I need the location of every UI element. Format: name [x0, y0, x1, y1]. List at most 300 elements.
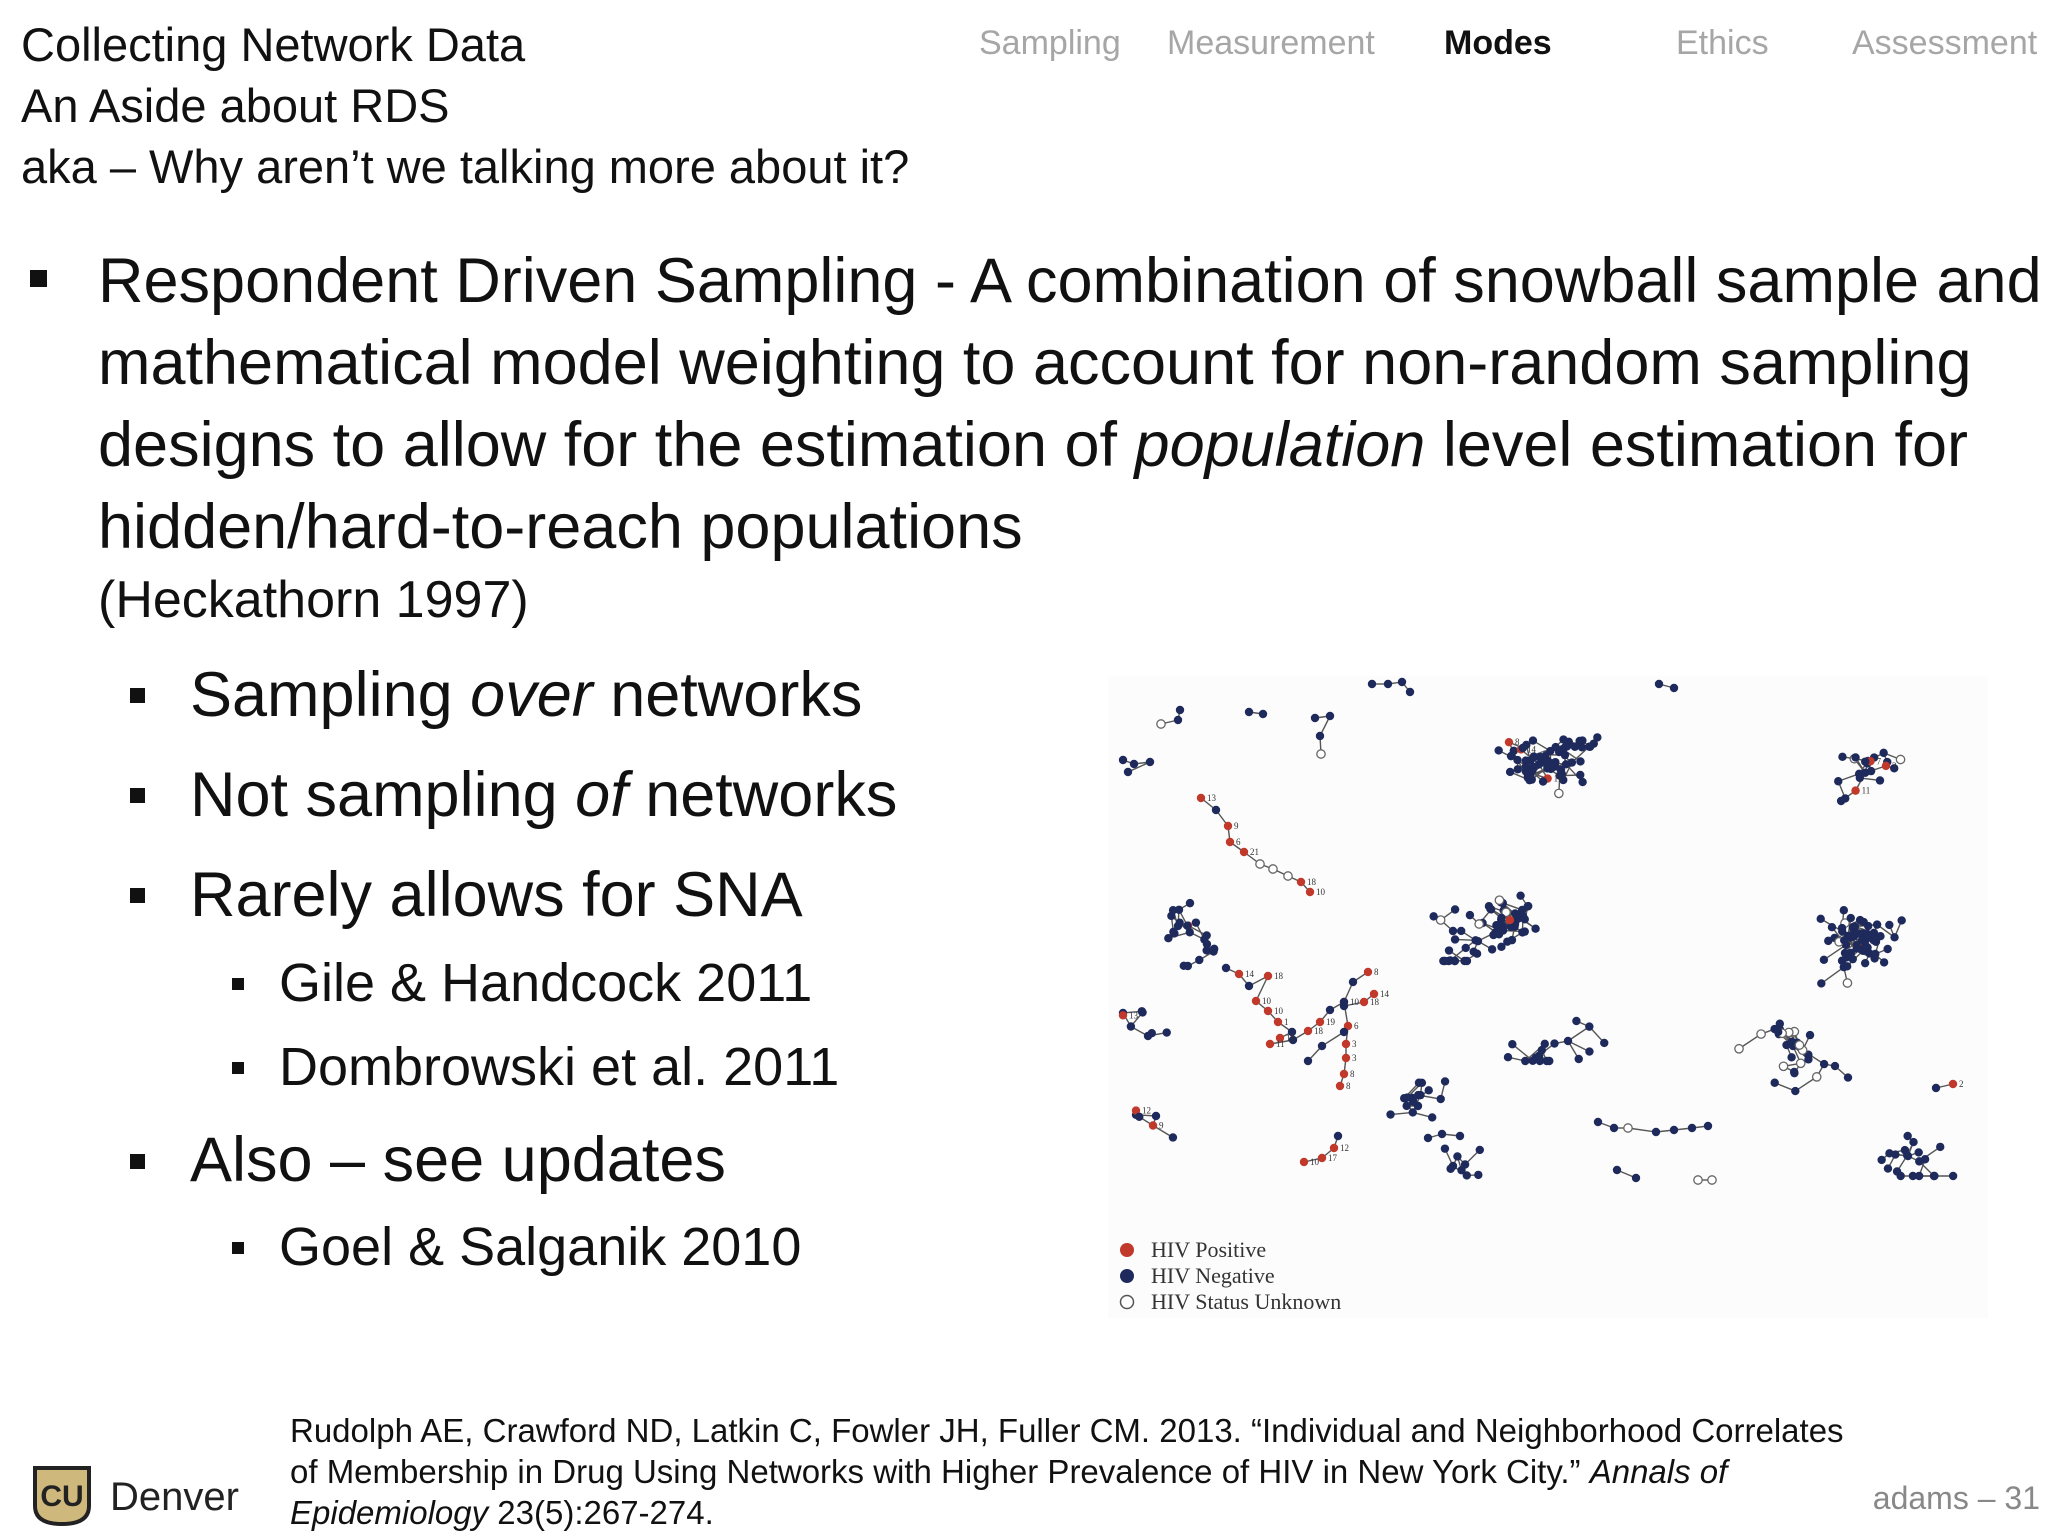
hiv-negative-node	[1384, 680, 1392, 688]
hiv-negative-node	[1326, 1006, 1334, 1014]
hiv-negative-node	[1817, 915, 1825, 923]
hiv-negative-node	[1834, 777, 1842, 785]
hiv-negative-node	[1535, 753, 1543, 761]
hiv-negative-node	[1124, 768, 1132, 776]
hiv-negative-node	[1877, 1156, 1885, 1164]
hiv-negative-node	[1492, 921, 1500, 929]
hiv-negative-node	[1212, 806, 1220, 814]
hiv-negative-node	[1245, 708, 1253, 716]
hiv-negative-node	[1841, 794, 1849, 802]
hiv-negative-node	[1632, 1174, 1640, 1182]
hiv-negative-node	[1864, 922, 1872, 930]
network-figure	[1108, 676, 1988, 1318]
node-label: 14	[1526, 744, 1536, 755]
hiv-unknown-node	[1475, 920, 1483, 928]
hiv-negative-node	[1790, 1069, 1798, 1077]
legend-negative-marker	[1120, 1269, 1134, 1283]
node-label: 19	[1326, 1017, 1335, 1027]
node-label: 8	[1350, 1069, 1355, 1079]
hiv-negative-node	[1876, 776, 1884, 784]
nav-measurement[interactable]: Measurement	[1167, 24, 1375, 62]
hiv-negative-node	[1398, 678, 1406, 686]
hiv-negative-node	[1932, 1084, 1940, 1092]
hiv-negative-node	[1259, 710, 1267, 718]
hiv-negative-node	[1476, 1146, 1484, 1154]
hiv-negative-node	[1909, 1172, 1917, 1180]
hiv-negative-node	[1850, 927, 1858, 935]
hiv-positive-node	[1266, 1040, 1274, 1048]
hiv-negative-node	[1494, 746, 1502, 754]
hiv-negative-node	[1451, 935, 1459, 943]
hiv-negative-node	[1901, 1146, 1909, 1154]
sub-bullet-updates: Also – see updates	[190, 1125, 726, 1195]
node-label: 18	[1307, 877, 1316, 887]
hiv-negative-node	[1446, 1165, 1454, 1173]
hiv-negative-node	[1186, 899, 1194, 907]
hiv-negative-node	[1441, 1077, 1449, 1085]
hiv-negative-node	[1688, 1124, 1696, 1132]
hiv-negative-node	[1890, 933, 1898, 941]
node-label: 10	[1274, 1006, 1283, 1016]
sub-bullet-italic: of	[575, 760, 628, 830]
hiv-negative-node	[1856, 774, 1864, 782]
hiv-negative-node	[1514, 765, 1522, 773]
hiv-negative-node	[1340, 1002, 1348, 1010]
nav-sampling[interactable]: Sampling	[979, 24, 1121, 62]
hiv-negative-node	[1530, 763, 1538, 771]
hiv-negative-node	[1514, 915, 1522, 923]
hiv-negative-node	[1610, 1124, 1618, 1132]
hiv-negative-node	[1130, 760, 1138, 768]
hiv-positive-node	[1149, 1121, 1157, 1129]
hiv-negative-node	[1873, 920, 1881, 928]
hiv-negative-node	[1600, 1039, 1608, 1047]
hiv-negative-node	[1884, 1164, 1892, 1172]
hiv-negative-node	[1522, 767, 1530, 775]
ref-goel: Goel & Salganik 2010	[279, 1217, 802, 1277]
title-line-1: Collecting Network Data	[21, 18, 526, 71]
hiv-positive-node	[1342, 1040, 1350, 1048]
hiv-negative-node	[1456, 1132, 1464, 1140]
hiv-positive-node	[1851, 786, 1859, 794]
hiv-negative-node	[1473, 950, 1481, 958]
hiv-positive-node	[1316, 1018, 1324, 1026]
hiv-negative-node	[1192, 918, 1200, 926]
hiv-negative-node	[1445, 946, 1453, 954]
hiv-positive-node	[1306, 888, 1314, 896]
hiv-positive-node	[1224, 822, 1232, 830]
hiv-negative-node	[1844, 1073, 1852, 1081]
hiv-negative-node	[1138, 1007, 1146, 1015]
hiv-negative-node	[1504, 1053, 1512, 1061]
hiv-negative-node	[1828, 923, 1836, 931]
hiv-positive-node	[1300, 1158, 1308, 1166]
hiv-negative-node	[1521, 927, 1529, 935]
hiv-negative-node	[1551, 758, 1559, 766]
hiv-unknown-node	[1495, 896, 1503, 904]
node-label: 11	[1861, 785, 1871, 796]
hiv-positive-node	[1342, 1054, 1350, 1062]
hiv-negative-node	[1463, 957, 1471, 965]
hiv-negative-node	[1538, 1046, 1546, 1054]
hiv-negative-node	[1576, 771, 1584, 779]
hiv-negative-node	[1804, 1055, 1812, 1063]
bullet-marker	[30, 270, 47, 287]
hiv-negative-node	[1425, 1086, 1433, 1094]
hiv-unknown-node	[1157, 720, 1165, 728]
hiv-negative-node	[1847, 949, 1855, 957]
hiv-unknown-node	[1813, 1073, 1821, 1081]
hiv-negative-node	[1670, 1126, 1678, 1134]
nav-modes[interactable]: Modes	[1444, 24, 1552, 62]
hiv-positive-node	[1360, 998, 1368, 1006]
node-label: 8	[1374, 967, 1379, 977]
node-label: 13	[1129, 1010, 1138, 1021]
sub-sub-bullet-marker	[232, 978, 244, 990]
hiv-negative-node	[1655, 680, 1663, 688]
hiv-negative-node	[1562, 760, 1570, 768]
hiv-negative-node	[1146, 758, 1154, 766]
hiv-negative-node	[1195, 956, 1203, 964]
hiv-negative-node	[1183, 922, 1191, 930]
hiv-negative-node	[1428, 1113, 1436, 1121]
hiv-negative-node	[1787, 1053, 1795, 1061]
node-label: 10	[1310, 1157, 1319, 1167]
node-label: 18	[1314, 1026, 1323, 1036]
hiv-negative-node	[1776, 1019, 1784, 1027]
hiv-unknown-node	[1779, 1062, 1787, 1070]
hiv-unknown-node	[1317, 750, 1325, 758]
hiv-negative-node	[1163, 1028, 1171, 1036]
hiv-unknown-node	[1284, 872, 1292, 880]
hiv-positive-node	[1336, 1082, 1344, 1090]
sub-bullet-sna: Rarely allows for SNA	[190, 860, 803, 930]
hiv-negative-node	[1559, 745, 1567, 753]
hiv-negative-node	[1576, 757, 1584, 765]
hiv-negative-node	[1559, 735, 1567, 743]
hiv-positive-node	[1304, 1027, 1312, 1035]
hiv-negative-node	[1893, 1167, 1901, 1175]
hiv-negative-node	[1439, 957, 1447, 965]
reference-details: 23(5):267-274.	[488, 1494, 714, 1531]
hiv-negative-node	[1791, 1087, 1799, 1095]
hiv-negative-node	[1551, 743, 1559, 751]
hiv-unknown-node	[1624, 1124, 1632, 1132]
sub-sub-bullet-marker	[232, 1062, 244, 1074]
hiv-negative-node	[1861, 959, 1869, 967]
hiv-negative-node	[1564, 1037, 1572, 1045]
hiv-negative-node	[1531, 925, 1539, 933]
hiv-negative-node	[1510, 747, 1518, 755]
node-label: 8	[1346, 1081, 1351, 1091]
source-reference	[290, 1410, 1850, 1533]
hiv-negative-node	[1921, 1155, 1929, 1163]
hiv-positive-node	[1119, 1011, 1127, 1019]
node-label: 2	[1959, 1079, 1964, 1089]
hiv-negative-node	[1824, 937, 1832, 945]
node-label: 14	[1245, 969, 1254, 979]
hiv-positive-node	[1364, 968, 1372, 976]
hiv-negative-node	[1152, 1112, 1160, 1120]
hiv-negative-node	[1774, 1028, 1782, 1036]
brand-denver: Denver	[110, 1475, 239, 1519]
hiv-negative-node	[1169, 906, 1177, 914]
hiv-negative-node	[1914, 1148, 1922, 1156]
hiv-unknown-node	[1735, 1045, 1743, 1053]
hiv-positive-node	[1197, 794, 1205, 802]
hiv-negative-node	[1449, 927, 1457, 935]
hiv-negative-node	[1471, 936, 1479, 944]
hiv-negative-node	[1202, 946, 1210, 954]
hiv-unknown-node	[1555, 789, 1563, 797]
hiv-negative-node	[1457, 927, 1465, 935]
reference-text: Rudolph AE, Crawford ND, Latkin C, Fowler JH, Fuller CM. 2013. “Individual and Neighborhood Correlates of Membership in Drug Using Networks with Higher Prevalence of HIV in New York City.”	[290, 1412, 1844, 1490]
hiv-negative-node	[1127, 1022, 1135, 1030]
hiv-negative-node	[1318, 1042, 1326, 1050]
hiv-negative-node	[1210, 945, 1218, 953]
hiv-negative-node	[1441, 1144, 1449, 1152]
hiv-negative-node	[1466, 911, 1474, 919]
hiv-negative-node	[1870, 954, 1878, 962]
hiv-negative-node	[1416, 1091, 1424, 1099]
hiv-negative-node	[1840, 906, 1848, 914]
hiv-negative-node	[1386, 1110, 1394, 1118]
hiv-positive-node	[1506, 916, 1514, 924]
hiv-positive-node	[1235, 970, 1243, 978]
hiv-negative-node	[1840, 936, 1848, 944]
hiv-negative-node	[1311, 714, 1319, 722]
hiv-positive-node	[1252, 997, 1260, 1005]
hiv-negative-node	[1368, 680, 1376, 688]
sub-bullet-marker	[130, 688, 145, 703]
hiv-negative-node	[1838, 753, 1846, 761]
node-label: 3	[1352, 1039, 1357, 1049]
hiv-negative-node	[1930, 1172, 1938, 1180]
hiv-negative-node	[1585, 1047, 1593, 1055]
node-label: 1	[1284, 1017, 1289, 1027]
hiv-negative-node	[1174, 716, 1182, 724]
hiv-unknown-node	[1797, 1059, 1805, 1067]
hiv-negative-node	[1518, 906, 1526, 914]
hiv-negative-node	[1861, 757, 1869, 765]
node-label: 11	[1276, 1039, 1285, 1049]
sub-bullet-of	[190, 755, 897, 835]
hiv-negative-node	[1222, 964, 1230, 972]
node-label: 11	[1286, 1033, 1295, 1043]
hiv-unknown-node	[1708, 1176, 1716, 1184]
hiv-negative-node	[1326, 712, 1334, 720]
node-label: 9	[1234, 821, 1239, 831]
hiv-negative-node	[1594, 1118, 1602, 1126]
hiv-unknown-node	[1757, 1030, 1765, 1038]
hiv-negative-node	[1543, 1057, 1551, 1065]
legend-unknown: HIV Status Unknown	[1151, 1289, 1342, 1314]
hiv-negative-node	[1820, 1060, 1828, 1068]
hiv-negative-node	[1851, 753, 1859, 761]
hiv-negative-node	[1340, 1028, 1348, 1036]
citation: (Heckathorn 1997)	[98, 571, 529, 629]
legend-positive-marker	[1120, 1243, 1134, 1257]
sub-bullet-text: Sampling	[190, 660, 471, 730]
main-bullet-italic: population	[1134, 410, 1426, 480]
hiv-negative-node	[1304, 1057, 1312, 1065]
hiv-unknown-node	[1795, 1041, 1803, 1049]
hiv-negative-node	[1451, 957, 1459, 965]
hiv-unknown-node	[1256, 860, 1264, 868]
legend-unknown-marker	[1121, 1296, 1134, 1309]
hiv-negative-node	[1949, 1172, 1957, 1180]
hiv-negative-node	[1349, 978, 1357, 986]
hiv-negative-node	[1847, 914, 1855, 922]
hiv-negative-node	[1488, 945, 1496, 953]
node-label: 14	[1380, 989, 1389, 999]
hiv-negative-node	[1867, 767, 1875, 775]
hiv-negative-node	[1840, 963, 1848, 971]
hiv-negative-node	[1613, 1166, 1621, 1174]
hiv-negative-node	[1820, 956, 1828, 964]
hiv-negative-node	[1885, 921, 1893, 929]
legend-negative: HIV Negative	[1151, 1263, 1275, 1288]
sub-bullet-italic: over	[470, 660, 593, 730]
node-label: 3	[1891, 760, 1897, 771]
sub-bullet-marker	[130, 888, 145, 903]
node-label: 18	[1370, 997, 1379, 1007]
hiv-positive-node	[1330, 1144, 1338, 1152]
hiv-negative-node	[1858, 936, 1866, 944]
sub-bullet-marker	[130, 788, 145, 803]
nav-assessment[interactable]: Assessment	[1852, 24, 2038, 62]
sub-bullet-marker	[130, 1154, 145, 1169]
node-label: 10	[1316, 887, 1325, 897]
node-label: 12	[1340, 1143, 1349, 1153]
hiv-positive-node	[1226, 838, 1234, 846]
hiv-unknown-node	[1896, 755, 1904, 763]
hiv-positive-node	[1340, 1070, 1348, 1078]
hiv-negative-node	[1429, 912, 1437, 920]
sub-bullet-text: Not sampling	[190, 760, 576, 830]
nav-ethics[interactable]: Ethics	[1676, 24, 1769, 62]
node-label: 8	[1514, 737, 1520, 748]
reference-journal: Annals of Epidemiology	[290, 1453, 1728, 1531]
node-label: 13	[1207, 793, 1216, 803]
hiv-negative-node	[1462, 944, 1470, 952]
cu-logo-icon	[27, 1460, 97, 1530]
hiv-negative-node	[1495, 930, 1503, 938]
hiv-negative-node	[1585, 1022, 1593, 1030]
sub-bullet-over	[190, 655, 862, 735]
hiv-negative-node	[1148, 1029, 1156, 1037]
hiv-negative-node	[1652, 1128, 1660, 1136]
hiv-negative-node	[1516, 891, 1524, 899]
hiv-negative-node	[1770, 1079, 1778, 1087]
hiv-negative-node	[1838, 924, 1846, 932]
hiv-positive-node	[1264, 972, 1272, 980]
hiv-negative-node	[1519, 744, 1527, 752]
hiv-negative-node	[1880, 958, 1888, 966]
hiv-negative-node	[1870, 929, 1878, 937]
hiv-negative-node	[1539, 777, 1547, 785]
hiv-negative-node	[1903, 1132, 1911, 1140]
hiv-positive-node	[1318, 1154, 1326, 1162]
node-label: 18	[1274, 971, 1283, 981]
hiv-negative-node	[1409, 1108, 1417, 1116]
hiv-negative-node	[1869, 936, 1877, 944]
hiv-negative-node	[1571, 743, 1579, 751]
hiv-negative-node	[1175, 919, 1183, 927]
node-label: 21	[1250, 847, 1259, 857]
hiv-positive-node	[1240, 848, 1248, 856]
hiv-negative-node	[1817, 979, 1825, 987]
main-bullet	[98, 240, 2043, 632]
hiv-negative-node	[1575, 1055, 1583, 1063]
hiv-negative-node	[1334, 1132, 1342, 1140]
hiv-negative-node	[1461, 1160, 1469, 1168]
hiv-negative-node	[1550, 1039, 1558, 1047]
hiv-negative-node	[1453, 1152, 1461, 1160]
node-label: 12	[1142, 1105, 1151, 1116]
hiv-positive-node	[1297, 878, 1305, 886]
hiv-negative-node	[1180, 962, 1188, 970]
hiv-positive-node	[1505, 738, 1513, 746]
hiv-negative-node	[1451, 905, 1459, 913]
title-line-2: An Aside about RDS	[21, 79, 450, 132]
hiv-negative-node	[1883, 945, 1891, 953]
hiv-positive-node	[1882, 762, 1890, 770]
hiv-negative-node	[1403, 1093, 1411, 1101]
node-label: 6	[1236, 837, 1241, 847]
node-label: 17	[1328, 1153, 1337, 1163]
hiv-negative-node	[1909, 1138, 1917, 1146]
hiv-unknown-node	[1269, 865, 1277, 873]
hiv-negative-node	[1176, 706, 1184, 714]
hiv-negative-node	[1245, 982, 1253, 990]
hiv-negative-node	[1474, 1171, 1482, 1179]
page-number: adams – 31	[1872, 1480, 2040, 1516]
hiv-negative-node	[1486, 905, 1494, 913]
hiv-negative-node	[1169, 1133, 1177, 1141]
hiv-negative-node	[1438, 1130, 1446, 1138]
hiv-negative-node	[1506, 768, 1514, 776]
hiv-negative-node	[1590, 739, 1598, 747]
hiv-positive-node	[1274, 1018, 1282, 1026]
node-label: 9	[1159, 1120, 1164, 1131]
node-label: 3	[1352, 1053, 1357, 1063]
hiv-positive-node	[1264, 1007, 1272, 1015]
hiv-negative-node	[1437, 1095, 1445, 1103]
hiv-negative-node	[1897, 916, 1905, 924]
hiv-negative-node	[1670, 684, 1678, 692]
legend-positive: HIV Positive	[1151, 1237, 1267, 1262]
hiv-negative-node	[1316, 732, 1324, 740]
hiv-positive-node	[1949, 1080, 1957, 1088]
hiv-negative-node	[1508, 1040, 1516, 1048]
hiv-negative-node	[1119, 756, 1127, 764]
ref-dombrowski: Dombrowski et al. 2011	[279, 1037, 840, 1097]
node-label: 11	[1553, 773, 1563, 784]
sub-sub-bullet-marker	[232, 1242, 244, 1254]
hiv-negative-node	[1891, 1150, 1899, 1158]
logo-letters: CU	[40, 1480, 84, 1513]
node-label: 10	[1262, 996, 1271, 1006]
hiv-negative-node	[1522, 756, 1530, 764]
hiv-negative-node	[1704, 1122, 1712, 1130]
hiv-negative-node	[1936, 1143, 1944, 1151]
main-bullet-text: Respondent Driven Sampling - A combination of snowball sample and mathematical model weighting to account for non-random sampling designs to allow for the estimation of	[98, 246, 2042, 480]
ref-gile: Gile & Handcock 2011	[279, 953, 813, 1013]
node-label: 7	[1876, 756, 1881, 767]
sub-bullet-text: networks	[627, 760, 898, 830]
hiv-unknown-node	[1843, 979, 1851, 987]
